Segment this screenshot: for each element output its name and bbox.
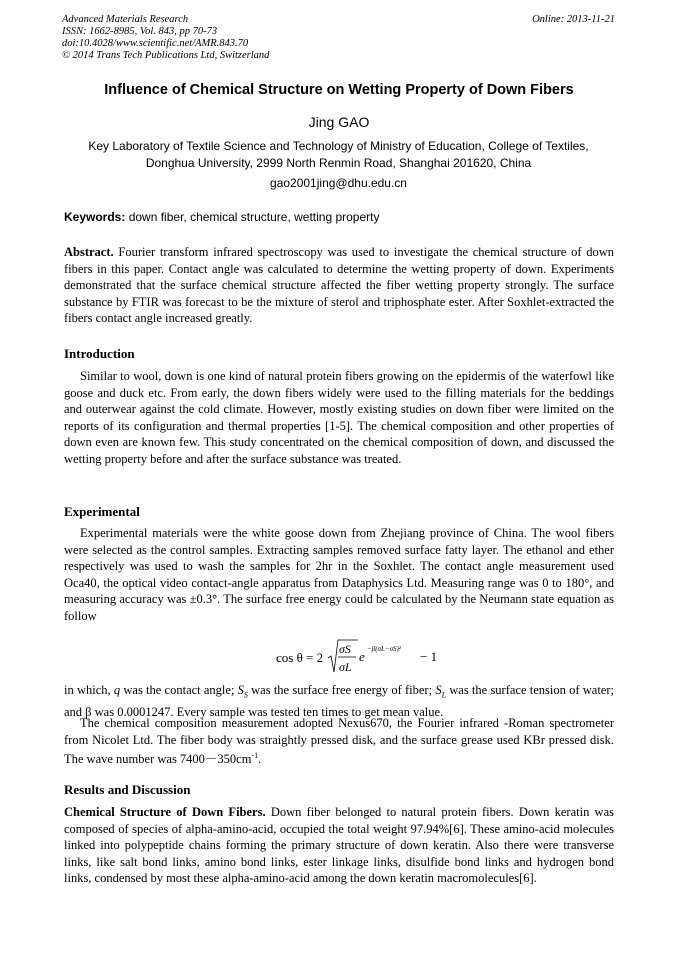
abstract-label: Abstract. — [64, 245, 114, 259]
copyright-line: © 2014 Trans Tech Publications Ltd, Switzerland — [62, 50, 270, 61]
results-text: Chemical Structure of Down Fibers. Down fiber belonged to natural protein fibers. Down keratin was composed of species of alpha-amino-acid, occupied the total weight 97.94%[6]. These amino-acid molecules linked into polypeptide chains forming the primary structure of down keratin. Also there were transverse links, like salt bond links, amino bond links, ester linkage links, disulfide bond links and hydrogen bond links, condensed by most these alpha-amino-acid among the down keratin macromolecules[6]. — [64, 805, 614, 886]
introduction-text: Similar to wool, down is one kind of natural protein fibers growing on the epidermis of the waterfowl like goose and duck etc. From early, the down fibers widely were used to the filling materials for the beddings and outerwear against the cold climate. However, mostly existing studies on down fiber were limited on the reports of its configuration and thermal properties [1-5]. The chemical composition and other properties of down even are known few. This study concentrated on the chemical composition of down, and discussed the wetting property before and after the surface substance was treated. — [64, 369, 614, 466]
affiliation-line-1: Key Laboratory of Textile Science and Technology of Ministry of Education, College of Textiles, — [88, 139, 589, 153]
introduction-heading: Introduction — [64, 346, 135, 361]
experimental-paragraph-1: Experimental materials were the white goose down from Zhejiang province of China. The wool fibers were selected as the control samples. Extracting samples removed surface fatty layer. The ethanol and ether respectively was used to wash the samples for 2hr in the Soxhlet. The contact angle measurement used Oca40, the optical video contact-angle apparatus from Dataphysics Ltd. Measuring range was 0 to 180°, and measuring accuracy was ±0.3°. The surface free energy could be calculated by the Neumann state equation as follow — [64, 526, 614, 623]
journal-name: Advanced Materials Research — [62, 14, 189, 25]
experimental-where: in which, q was the contact angle; $S_S$ was the surface free energy of fiber; $S_L$ was the surface tension of water; and β was 0.0001247. Every sample was tested ten times to get mean value. — [64, 683, 614, 720]
issn-line: ISSN: 1662-8985, Vol. 843, pp 70-73 — [62, 26, 218, 37]
equation-lhs: cos θ = 2 — [276, 650, 324, 665]
keywords — [64, 210, 617, 224]
doi-line[interactable]: doi:10.4028/www.scientific.net/AMR.843.70 — [62, 38, 249, 49]
journal-header — [62, 14, 615, 62]
equation-numerator: σS — [339, 642, 351, 656]
author-email[interactable]: gao2001jing@dhu.edu.cn — [270, 176, 407, 190]
results-heading: Results and Discussion — [64, 782, 191, 797]
abstract-text: Fourier transform infrared spectroscopy was used to investigate the chemical structure of down fibers in this paper. Contact angle was calculated to determine the wetting property of down. Experiments demonstrated that the surface chemical structure affected the fiber wetting property strongly. The surface substance by FTIR was forecast to be the mixture of sterol and triphosphate ester. After Soxhlet-extracted the fibers contact angle increased greatly. — [64, 245, 614, 326]
affiliation — [62, 138, 615, 172]
paper-title: Influence of Chemical Structure on Wetting Property of Down Fibers — [104, 82, 574, 98]
equation-exponent: −β(σL−σS)² — [367, 645, 401, 653]
abstract — [64, 244, 614, 327]
neumann-equation — [276, 636, 456, 680]
online-date: Online: 2013-11-21 — [532, 14, 615, 25]
equation-denominator: σL — [339, 660, 352, 674]
keywords-text: down fiber, chemical structure, wetting property — [128, 210, 380, 224]
results-label: Chemical Structure of Down Fibers. — [64, 805, 266, 819]
equation-exp-base: e — [359, 649, 365, 664]
experimental-heading: Experimental — [64, 504, 140, 519]
affiliation-line-2: Donghua University, 2999 North Renmin Road, Shanghai 201620, China — [145, 156, 532, 170]
experimental-paragraph-2: The chemical composition measurement adopted Nexus670, the Fourier infrared -Roman spectrometer from Nicolet Ltd. The fiber body was straightly pressed disk, and the surface grease used KBr pressed disk. The wave number was $7400-350cm^{-1}$. — [64, 716, 614, 767]
equation-tail: − 1 — [420, 649, 438, 664]
keywords-label: Keywords: — [64, 210, 126, 224]
author-name: Jing GAO — [308, 114, 370, 130]
